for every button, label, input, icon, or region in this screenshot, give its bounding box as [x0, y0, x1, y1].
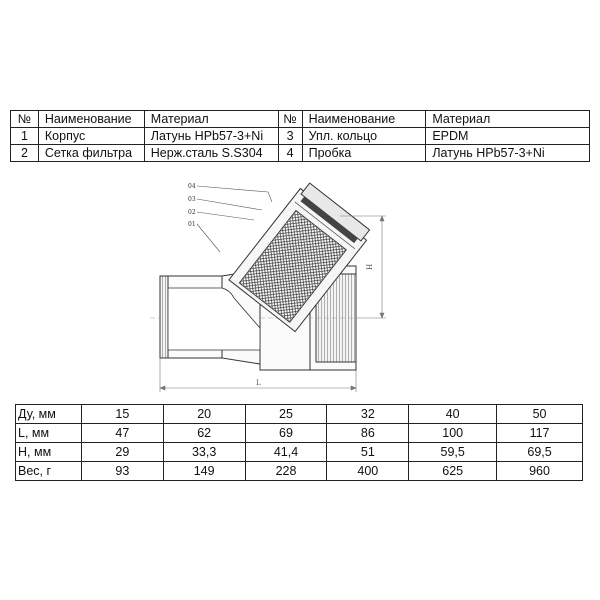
size-row-weight [16, 462, 583, 481]
part-num: 4 [278, 145, 302, 162]
part-name: Пробка [302, 145, 426, 162]
header-name-2: Наименование [302, 111, 426, 128]
cell: 228 [245, 462, 327, 481]
part-num: 1 [11, 128, 39, 145]
cell: 93 [81, 462, 163, 481]
dim-h-label: H [366, 263, 374, 270]
cell: 69,5 [497, 443, 583, 462]
part-name: Сетка фильтра [38, 145, 144, 162]
part-name: Упл. кольцо [302, 128, 426, 145]
strainer-drawing [150, 178, 390, 398]
cell: 59,5 [409, 443, 497, 462]
cell: 50 [497, 405, 583, 424]
row-label: H, мм [16, 443, 82, 462]
part-material: Нерж.сталь S.S304 [144, 145, 278, 162]
callout-01: 01 [188, 221, 196, 228]
cell: 62 [163, 424, 245, 443]
cell: 33,3 [163, 443, 245, 462]
header-num-1: № [11, 111, 39, 128]
part-num: 3 [278, 128, 302, 145]
callout-04: 04 [188, 183, 196, 190]
cell: 625 [409, 462, 497, 481]
part-num: 2 [11, 145, 39, 162]
header-num-2: № [278, 111, 302, 128]
sizes-table [15, 404, 583, 481]
row-label: Вес, г [16, 462, 82, 481]
cell: 40 [409, 405, 497, 424]
cell: 47 [81, 424, 163, 443]
materials-header-row [11, 111, 590, 128]
cell: 20 [163, 405, 245, 424]
callout-02: 02 [188, 209, 196, 216]
cell: 51 [327, 443, 409, 462]
materials-table [10, 110, 590, 162]
size-row-h [16, 443, 583, 462]
callout-03: 03 [188, 196, 196, 203]
header-material-1: Материал [144, 111, 278, 128]
cell: 100 [409, 424, 497, 443]
cell: 29 [81, 443, 163, 462]
row-label: Ду, мм [16, 405, 82, 424]
cell: 400 [327, 462, 409, 481]
cell: 960 [497, 462, 583, 481]
size-row-dn [16, 405, 583, 424]
cell: 69 [245, 424, 327, 443]
cell: 41,4 [245, 443, 327, 462]
row-label: L, мм [16, 424, 82, 443]
header-material-2: Материал [426, 111, 590, 128]
cell: 117 [497, 424, 583, 443]
cell: 15 [81, 405, 163, 424]
materials-row [11, 145, 590, 162]
part-material: EPDM [426, 128, 590, 145]
part-material: Латунь HPb57-3+Ni [144, 128, 278, 145]
header-name-1: Наименование [38, 111, 144, 128]
part-name: Корпус [38, 128, 144, 145]
size-row-l [16, 424, 583, 443]
cell: 86 [327, 424, 409, 443]
inlet-thread [160, 276, 168, 358]
dim-l-label: L [256, 379, 261, 387]
cell: 149 [163, 462, 245, 481]
cell: 25 [245, 405, 327, 424]
materials-row [11, 128, 590, 145]
part-material: Латунь HPb57-3+Ni [426, 145, 590, 162]
cell: 32 [327, 405, 409, 424]
